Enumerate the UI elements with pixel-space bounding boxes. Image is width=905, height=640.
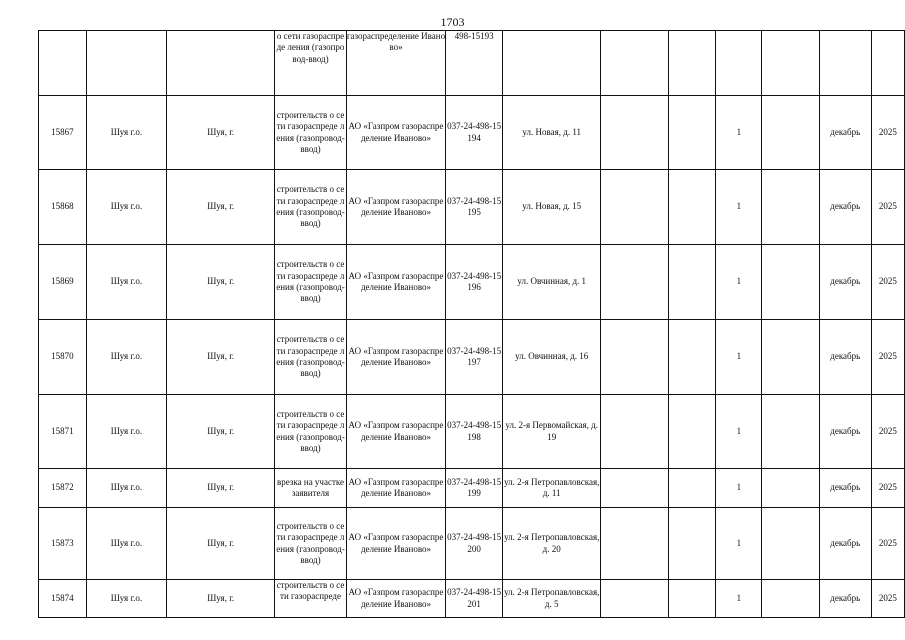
number-cell: 15869: [39, 245, 87, 320]
month-cell: декабрь: [819, 508, 871, 580]
year-cell: 2025: [871, 170, 904, 245]
empty-cell: [668, 580, 716, 618]
count-cell: 1: [716, 170, 762, 245]
table-row: [39, 320, 905, 395]
work-type-cell: строительств о сети газораспреде ления (газопровод-ввод): [275, 170, 346, 245]
code-cell: 037-24-498-15199: [446, 469, 503, 508]
count-cell: [716, 31, 762, 96]
address-cell: ул. 2-я Петропавловская, д. 11: [502, 469, 601, 508]
work-type-cell: строительств о сети газораспреде ления (газопровод-ввод): [275, 395, 346, 469]
empty-cell: [601, 508, 668, 580]
settlement-cell: Шуя, г.: [166, 170, 274, 245]
district-cell: Шуя г.о.: [86, 580, 166, 618]
table-row: [39, 96, 905, 170]
empty-cell: [762, 245, 819, 320]
organization-cell: АО «Газпром газораспределение Иваново»: [346, 508, 446, 580]
organization-cell: газораспределение Иваново»: [346, 31, 446, 96]
work-type-cell: строительств о сети газораспреде ления (газопровод-ввод): [275, 320, 346, 395]
organization-cell: АО «Газпром газораспределение Иваново»: [346, 245, 446, 320]
count-cell: 1: [716, 580, 762, 618]
number-cell: 15870: [39, 320, 87, 395]
settlement-cell: Шуя, г.: [166, 96, 274, 170]
empty-cell: [668, 96, 716, 170]
count-cell: 1: [716, 320, 762, 395]
address-cell: [502, 31, 601, 96]
number-cell: 15874: [39, 580, 87, 618]
address-cell: ул. Овчинная, д. 1: [502, 245, 601, 320]
count-cell: 1: [716, 96, 762, 170]
empty-cell: [668, 245, 716, 320]
work-type-cell: строительств о сети газораспреде ления (газопровод-ввод): [275, 508, 346, 580]
month-cell: декабрь: [819, 170, 871, 245]
district-cell: Шуя г.о.: [86, 508, 166, 580]
month-cell: декабрь: [819, 469, 871, 508]
district-cell: Шуя г.о.: [86, 170, 166, 245]
address-cell: ул. 2-я Первомайская, д. 19: [502, 395, 601, 469]
empty-cell: [762, 469, 819, 508]
table-row: [39, 245, 905, 320]
code-cell: 498-15193: [446, 31, 503, 96]
district-cell: Шуя г.о.: [86, 320, 166, 395]
empty-cell: [601, 96, 668, 170]
work-type-cell: строительств о сети газораспреде ления (газопровод-ввод): [275, 96, 346, 170]
code-cell: 037-24-498-15196: [446, 245, 503, 320]
count-cell: 1: [716, 245, 762, 320]
year-cell: 2025: [871, 320, 904, 395]
number-cell: 15873: [39, 508, 87, 580]
address-cell: ул. 2-я Петропавловская, д. 20: [502, 508, 601, 580]
empty-cell: [601, 580, 668, 618]
month-cell: декабрь: [819, 320, 871, 395]
empty-cell: [601, 320, 668, 395]
count-cell: 1: [716, 469, 762, 508]
district-cell: Шуя г.о.: [86, 395, 166, 469]
empty-cell: [668, 395, 716, 469]
work-type-cell: врезка на участке заявителя: [275, 469, 346, 508]
number-cell: 15872: [39, 469, 87, 508]
organization-cell: АО «Газпром газораспределение Иваново»: [346, 170, 446, 245]
year-cell: 2025: [871, 508, 904, 580]
table-row: [39, 508, 905, 580]
gas-connection-register-table: [38, 30, 905, 618]
code-cell: 037-24-498-15194: [446, 96, 503, 170]
month-cell: [819, 31, 871, 96]
organization-cell: АО «Газпром газораспределение Иваново»: [346, 395, 446, 469]
number-cell: [39, 31, 87, 96]
code-cell: 037-24-498-15200: [446, 508, 503, 580]
settlement-cell: [166, 31, 274, 96]
address-cell: ул. 2-я Петропавловская, д. 5: [502, 580, 601, 618]
empty-cell: [668, 31, 716, 96]
empty-cell: [601, 469, 668, 508]
organization-cell: АО «Газпром газораспределение Иваново»: [346, 469, 446, 508]
year-cell: [871, 31, 904, 96]
year-cell: 2025: [871, 580, 904, 618]
empty-cell: [668, 320, 716, 395]
empty-cell: [762, 508, 819, 580]
settlement-cell: Шуя, г.: [166, 245, 274, 320]
code-cell: 037-24-498-15201: [446, 580, 503, 618]
year-cell: 2025: [871, 395, 904, 469]
code-cell: 037-24-498-15195: [446, 170, 503, 245]
address-cell: ул. Овчинная, д. 16: [502, 320, 601, 395]
work-type-cell: строительств о сети газораспреде: [275, 580, 346, 618]
number-cell: 15871: [39, 395, 87, 469]
settlement-cell: Шуя, г.: [166, 320, 274, 395]
table-row: [39, 395, 905, 469]
settlement-cell: Шуя, г.: [166, 469, 274, 508]
empty-cell: [762, 96, 819, 170]
month-cell: декабрь: [819, 395, 871, 469]
district-cell: Шуя г.о.: [86, 96, 166, 170]
count-cell: 1: [716, 508, 762, 580]
district-cell: Шуя г.о.: [86, 469, 166, 508]
organization-cell: АО «Газпром газораспределение Иваново»: [346, 580, 446, 618]
empty-cell: [762, 580, 819, 618]
month-cell: декабрь: [819, 580, 871, 618]
empty-cell: [762, 31, 819, 96]
empty-cell: [601, 245, 668, 320]
year-cell: 2025: [871, 469, 904, 508]
empty-cell: [762, 395, 819, 469]
district-cell: [86, 31, 166, 96]
page-number: 1703: [440, 15, 465, 29]
address-cell: ул. Новая, д. 15: [502, 170, 601, 245]
empty-cell: [601, 395, 668, 469]
year-cell: 2025: [871, 96, 904, 170]
empty-cell: [601, 31, 668, 96]
empty-cell: [762, 170, 819, 245]
settlement-cell: Шуя, г.: [166, 580, 274, 618]
year-cell: 2025: [871, 245, 904, 320]
work-type-cell: о сети газораспреде ления (газопровод-ввод): [275, 31, 346, 96]
table-row-continued: [39, 31, 905, 96]
empty-cell: [601, 170, 668, 245]
table-row: [39, 580, 905, 618]
count-cell: 1: [716, 395, 762, 469]
settlement-cell: Шуя, г.: [166, 395, 274, 469]
table-row: [39, 170, 905, 245]
empty-cell: [668, 469, 716, 508]
number-cell: 15867: [39, 96, 87, 170]
work-type-cell: строительств о сети газораспреде ления (газопровод-ввод): [275, 245, 346, 320]
number-cell: 15868: [39, 170, 87, 245]
district-cell: Шуя г.о.: [86, 245, 166, 320]
code-cell: 037-24-498-15197: [446, 320, 503, 395]
address-cell: ул. Новая, д. 11: [502, 96, 601, 170]
organization-cell: АО «Газпром газораспределение Иваново»: [346, 96, 446, 170]
empty-cell: [668, 508, 716, 580]
organization-cell: АО «Газпром газораспределение Иваново»: [346, 320, 446, 395]
empty-cell: [762, 320, 819, 395]
code-cell: 037-24-498-15198: [446, 395, 503, 469]
settlement-cell: Шуя, г.: [166, 508, 274, 580]
month-cell: декабрь: [819, 245, 871, 320]
month-cell: декабрь: [819, 96, 871, 170]
empty-cell: [668, 170, 716, 245]
table-row: [39, 469, 905, 508]
